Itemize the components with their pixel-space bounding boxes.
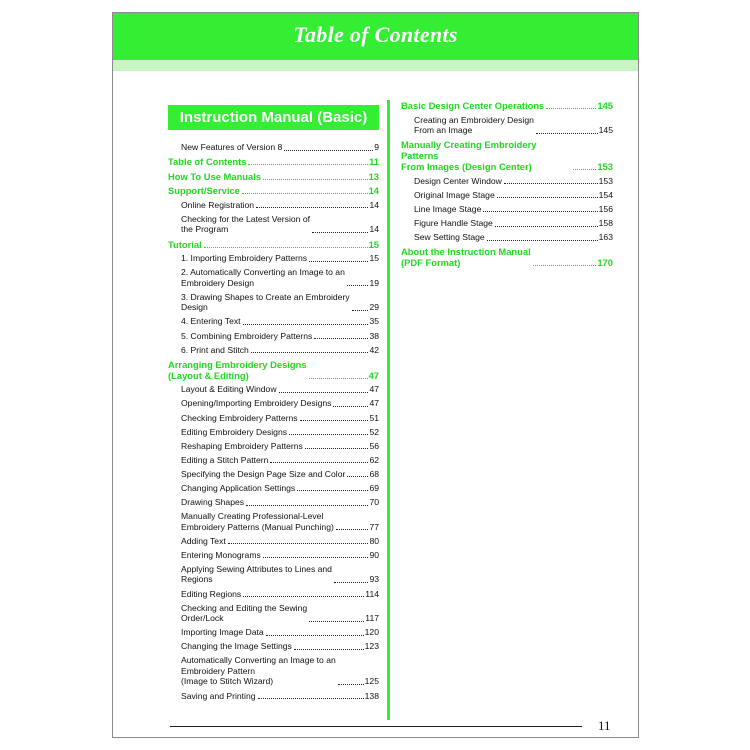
toc-entry-title: New Features of Version 8 — [181, 142, 283, 152]
dot-leader — [536, 133, 598, 134]
dot-leader — [533, 265, 597, 266]
dot-leader — [289, 434, 368, 435]
toc-entry-title: Opening/Importing Embroidery Designs — [181, 398, 332, 409]
toc-entry-title: Adding Text — [181, 535, 226, 546]
toc-entry-title: Creating an Embroidery Design From an Image — [414, 114, 534, 136]
dot-leader — [204, 247, 368, 248]
dot-leader — [504, 183, 598, 184]
toc-entry-title: Tutorial — [168, 238, 202, 250]
dot-leader — [248, 164, 368, 165]
dot-leader — [258, 698, 364, 699]
dot-leader — [338, 684, 364, 685]
toc-entry[interactable] — [401, 115, 613, 136]
dot-leader — [284, 150, 373, 151]
dot-leader — [256, 207, 368, 208]
toc-entry[interactable] — [168, 603, 379, 624]
toc-entry-title: 3. Drawing Shapes to Create an Embroidery Design — [181, 291, 350, 313]
toc-entry[interactable] — [168, 384, 379, 395]
dot-leader — [487, 240, 598, 241]
toc-entry-title: 4. Entering Text — [181, 316, 241, 327]
toc-heading-entry[interactable] — [168, 239, 379, 250]
dot-leader — [314, 338, 368, 339]
toc-entry-title: 2. Automatically Converting an Image to an Embroidery Design — [181, 267, 345, 288]
dot-leader — [336, 529, 369, 530]
dot-leader — [266, 635, 364, 636]
toc-entry-title: Checking Embroidery Patterns — [181, 412, 298, 423]
dot-leader — [309, 378, 368, 379]
dot-leader — [251, 352, 369, 353]
toc-entry-title: Editing Regions — [181, 588, 242, 599]
dot-leader — [279, 392, 369, 393]
toc-entry-title: Reshaping Embroidery Patterns — [181, 440, 303, 451]
toc-entry-page: 47 — [368, 369, 379, 381]
toc-entry-title: Drawing Shapes — [181, 497, 245, 508]
dot-leader — [297, 490, 368, 491]
toc-entry-title: Applying Sewing Attributes to Lines and Regions — [181, 563, 332, 585]
toc-heading-entry[interactable] — [401, 139, 613, 172]
toc-entry[interactable] — [168, 253, 379, 264]
toc-entry[interactable] — [168, 316, 379, 327]
toc-heading-entry[interactable] — [168, 156, 379, 167]
toc-entry-page: 114 — [365, 588, 379, 599]
toc-entry-page: 123 — [364, 641, 379, 652]
toc-entry-page: 14 — [368, 185, 379, 197]
toc-entry[interactable] — [168, 655, 379, 687]
toc-entry-title: Arranging Embroidery Designs (Layout & Editing) — [168, 358, 307, 381]
toc-entry-page: 153 — [597, 161, 613, 173]
toc-entry-page: 35 — [369, 316, 379, 327]
toc-entry-page: 38 — [369, 330, 379, 341]
toc-entry-title: Saving and Printing — [181, 690, 256, 701]
dot-leader — [243, 324, 369, 325]
toc-entry[interactable] — [168, 142, 379, 153]
toc-entry[interactable] — [168, 398, 379, 409]
toc-entry-title: Table of Contents — [168, 156, 247, 168]
toc-entry-title: Checking and Editing the Sewing Order/Lock — [181, 602, 308, 624]
toc-entry[interactable] — [168, 441, 379, 452]
toc-entry-title: 6. Print and Stitch — [181, 344, 249, 355]
toc-entry-title: Entering Monograms — [181, 549, 261, 560]
toc-entry-page: 90 — [369, 549, 379, 560]
toc-entry[interactable] — [401, 176, 613, 187]
toc-entry-title: Importing Image Data — [181, 627, 264, 638]
toc-entry[interactable] — [168, 455, 379, 466]
toc-entry-title: Sew Setting Stage — [414, 232, 485, 243]
dot-leader — [246, 505, 368, 506]
dot-leader — [483, 211, 597, 212]
toc-entry-page: 15 — [369, 253, 379, 264]
toc-entry-page: 47 — [369, 398, 379, 409]
dot-leader — [334, 582, 368, 583]
dot-leader — [347, 285, 369, 286]
toc-entry-title: Original Image Stage — [414, 189, 495, 200]
dot-leader — [573, 169, 596, 170]
toc-entry-page: 156 — [598, 203, 613, 214]
dot-leader — [300, 420, 369, 421]
dot-leader — [347, 476, 368, 477]
toc-entry-page: 19 — [369, 277, 379, 288]
dot-leader — [497, 197, 598, 198]
toc-entry-title: Layout & Editing Window — [181, 384, 277, 395]
toc-entry[interactable] — [168, 469, 379, 480]
toc-entry[interactable] — [401, 204, 613, 215]
toc-entry-page: 80 — [369, 535, 379, 546]
dot-leader — [352, 310, 369, 311]
toc-entry-page: 145 — [597, 100, 613, 111]
toc-entry-page: 13 — [368, 170, 379, 182]
toc-entry-page: 52 — [369, 426, 379, 437]
toc-entry-page: 170 — [597, 257, 613, 269]
toc-entry[interactable] — [168, 345, 379, 356]
dot-leader — [242, 193, 368, 194]
toc-right-column — [401, 100, 613, 272]
toc-entry-page: 11 — [369, 156, 379, 168]
dot-leader — [270, 462, 368, 463]
dot-leader — [294, 649, 364, 650]
toc-entry-page: 14 — [369, 199, 379, 210]
toc-entry-page: 93 — [369, 574, 379, 585]
toc-entry-title: Editing Embroidery Designs — [181, 426, 288, 437]
toc-entry-page: 15 — [368, 238, 379, 250]
toc-list-right — [401, 100, 613, 268]
toc-entry-page: 120 — [364, 627, 379, 638]
dot-leader — [243, 596, 364, 597]
footer-rule — [170, 726, 582, 727]
toc-entry-page: 51 — [369, 412, 379, 423]
toc-entry-page: 68 — [369, 468, 379, 479]
dot-leader — [495, 226, 598, 227]
toc-entry-title: 1. Importing Embroidery Patterns — [181, 253, 308, 264]
dot-leader — [228, 543, 369, 544]
toc-entry-page: 56 — [369, 440, 379, 451]
toc-entry[interactable] — [168, 413, 379, 424]
header-strip — [113, 60, 638, 71]
toc-entry[interactable] — [168, 292, 379, 313]
toc-heading-entry[interactable] — [168, 171, 379, 182]
toc-entry-title: Editing a Stitch Pattern — [181, 454, 269, 465]
toc-entry-title: How To Use Manuals — [168, 170, 262, 182]
toc-entry-title: Figure Handle Stage — [414, 218, 493, 229]
dot-leader — [546, 108, 596, 109]
toc-entry-title: Changing Application Settings — [181, 482, 296, 493]
toc-entry-page: 158 — [598, 218, 613, 229]
toc-entry-page: 14 — [369, 224, 379, 235]
dot-leader — [333, 406, 368, 407]
column-divider — [387, 100, 390, 720]
toc-entry-page: 62 — [369, 454, 379, 465]
toc-entry-title: Checking for the Latest Version of the Program — [181, 213, 310, 235]
toc-entry[interactable] — [168, 641, 379, 652]
toc-entry-title: Manually Creating Embroidery Patterns From Images (Design Center) — [401, 139, 537, 173]
toc-entry[interactable] — [401, 190, 613, 201]
toc-entry[interactable] — [168, 536, 379, 547]
toc-entry[interactable] — [401, 232, 613, 243]
toc-entry[interactable] — [168, 427, 379, 438]
toc-entry[interactable] — [168, 214, 379, 235]
toc-entry-page: 117 — [365, 613, 379, 624]
toc-entry-title: Design Center Window — [414, 175, 502, 186]
toc-heading-entry[interactable] — [168, 359, 379, 381]
toc-entry-title: Support/Service — [168, 185, 240, 197]
page-title: Table of Contents — [293, 22, 458, 47]
toc-entry-page: 138 — [364, 690, 379, 701]
toc-entry-title: Manually Creating Professional-Level Embroidery Patterns (Manual Punching) — [181, 511, 334, 532]
toc-entry[interactable] — [168, 564, 379, 585]
dot-leader — [305, 448, 369, 449]
toc-entry-page: 47 — [369, 384, 379, 395]
toc-entry-page: 69 — [369, 482, 379, 493]
toc-entry-page: 154 — [598, 189, 613, 200]
toc-entry[interactable] — [168, 200, 379, 211]
toc-heading-entry[interactable] — [401, 246, 613, 268]
toc-entry-page: 42 — [369, 344, 379, 355]
toc-left-column — [168, 105, 379, 705]
page-number: 11 — [598, 718, 611, 733]
toc-entry-title: Automatically Converting an Image to an Embroidery Pattern (Image to Stitch Wizard) — [181, 655, 336, 687]
toc-heading-entry[interactable] — [401, 100, 613, 111]
toc-entry[interactable] — [168, 497, 379, 508]
dot-leader — [309, 621, 364, 622]
dot-leader — [309, 261, 368, 262]
toc-entry[interactable] — [168, 483, 379, 494]
toc-entry-page: 163 — [598, 232, 613, 243]
toc-entry-page: 153 — [598, 175, 613, 186]
toc-list-left — [168, 142, 379, 701]
toc-entry-title: Changing the Image Settings — [181, 641, 292, 652]
toc-entry-title: 5. Combining Embroidery Patterns — [181, 330, 313, 341]
toc-entry-title: Basic Design Center Operations — [401, 100, 545, 111]
toc-entry-page: 77 — [369, 521, 379, 532]
toc-entry-title: Specifying the Design Page Size and Color — [181, 468, 346, 479]
toc-entry[interactable] — [168, 267, 379, 288]
toc-entry-title: About the Instruction Manual (PDF Format) — [401, 246, 531, 269]
toc-entry-page: 9 — [374, 142, 379, 152]
toc-entry[interactable] — [168, 511, 379, 532]
toc-entry[interactable] — [168, 550, 379, 561]
dot-leader — [263, 179, 367, 180]
toc-heading-entry[interactable] — [168, 185, 379, 196]
dot-leader — [263, 557, 369, 558]
toc-entry-title: Online Registration — [181, 199, 255, 210]
toc-entry-title: Line Image Stage — [414, 203, 482, 214]
toc-entry[interactable] — [168, 331, 379, 342]
section-heading: Instruction Manual (Basic) — [168, 105, 379, 130]
toc-entry-page: 145 — [598, 125, 613, 136]
toc-entry[interactable] — [168, 589, 379, 600]
dot-leader — [312, 232, 368, 233]
toc-entry[interactable] — [401, 218, 613, 229]
toc-entry[interactable] — [168, 691, 379, 702]
toc-entry-page: 70 — [369, 497, 379, 508]
toc-entry-page: 29 — [369, 302, 379, 313]
toc-entry-page: 125 — [364, 676, 379, 687]
toc-entry[interactable] — [168, 627, 379, 638]
